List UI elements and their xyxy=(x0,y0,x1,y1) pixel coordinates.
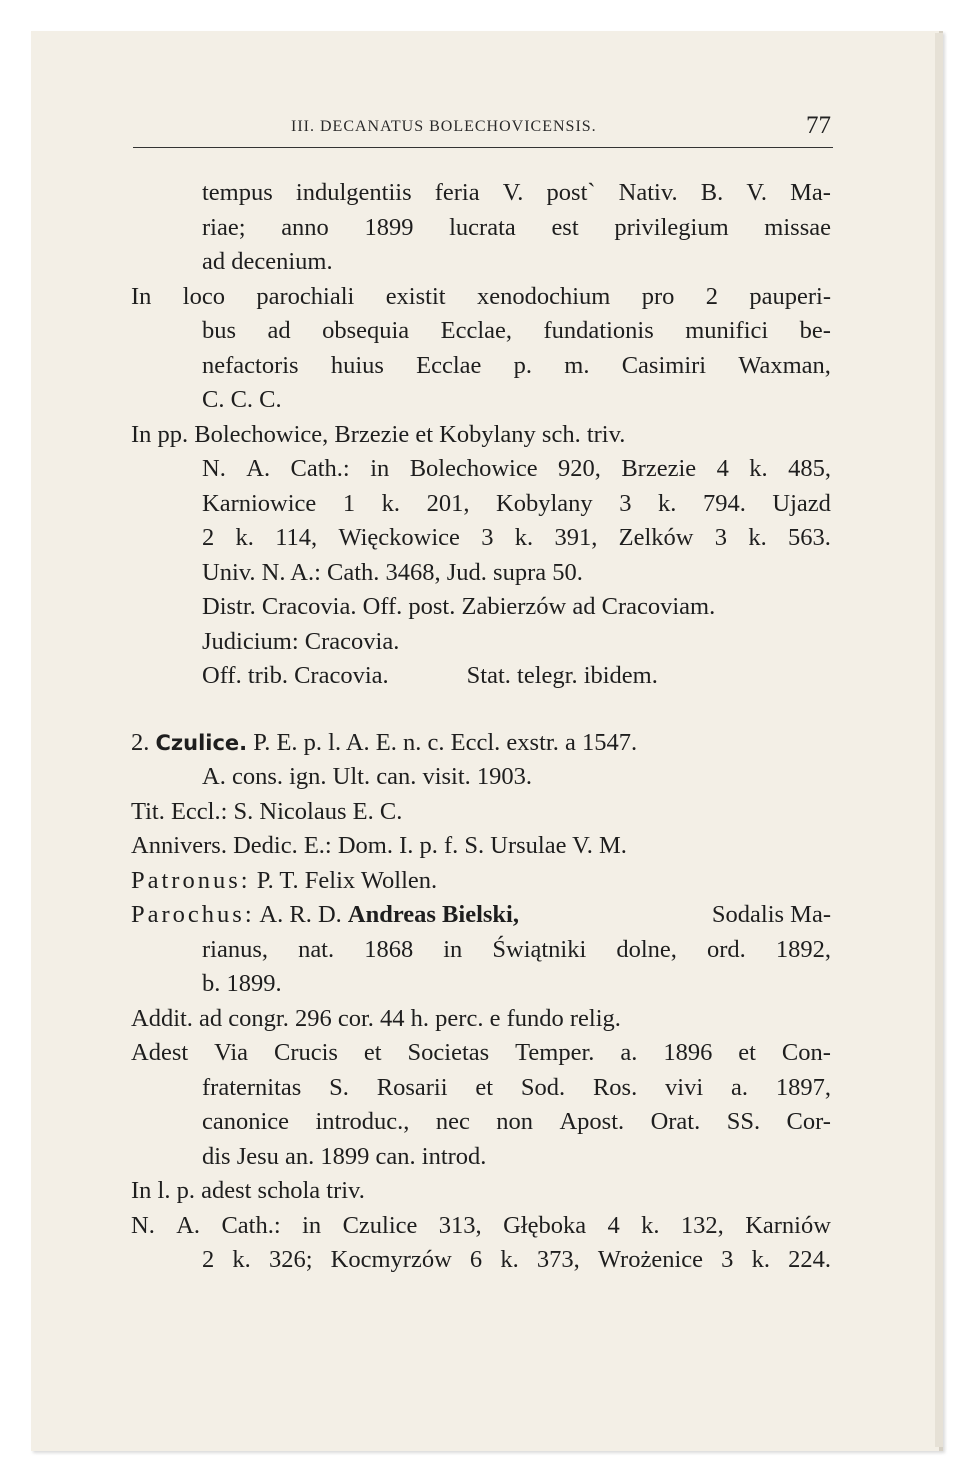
text-line: canonice introduc., nec non Apost. Orat. SS. Cor- xyxy=(202,1108,831,1135)
text-line: In l. p. adest schola triv. xyxy=(131,1177,365,1204)
paragraph-schools xyxy=(131,418,831,694)
parish-info: P. E. p. l. A. E. n. c. Eccl. exstr. a 1547. xyxy=(253,728,638,756)
text-line: In loco parochiali existit xenodochium pro 2 pauperi- xyxy=(131,282,831,310)
text-line: bus ad obsequia Ecclae, fundationis munifici be- xyxy=(202,317,831,344)
text-line: 2 k. 114, Więckowice 3 k. 391, Zelków 3 k. 563. xyxy=(202,524,831,551)
station-telegraph: Stat. telegr. ibidem. xyxy=(466,662,658,689)
paragraph-indulgence xyxy=(131,176,831,280)
text-line: Annivers. Dedic. E.: Dom. I. p. f. S. Ursulae V. M. xyxy=(131,832,627,859)
text-line: rianus, nat. 1868 in Świątniki dolne, ord. 1892, xyxy=(202,935,831,963)
text-line: Tit. Eccl.: S. Nicolaus E. C. xyxy=(131,797,403,825)
text-line xyxy=(131,864,831,899)
text-line: nefactoris huius Ecclae p. m. Casimiri Waxman, xyxy=(202,351,831,379)
patronus-label: Patronus: xyxy=(131,866,251,894)
text-line: N. A. Cath.: in Czulice 313, Głęboka 4 k. 132, Karniów xyxy=(131,1211,831,1239)
parochus-title: A. R. D. xyxy=(259,901,342,928)
patronus-value: P. T. Felix Wollen. xyxy=(256,866,438,894)
text-line: b. 1899. xyxy=(202,970,282,997)
text-line: Karniowice 1 k. 201, Kobylany 3 k. 794. Ujazd xyxy=(202,489,831,517)
page-number: 77 xyxy=(806,112,831,139)
text-line: Distr. Cracovia. Off. post. Zabierzów ad Cracoviam. xyxy=(202,593,716,620)
page-edge xyxy=(935,33,943,1447)
text-line: In pp. Bolechowice, Brzezie et Kobylany sch. triv. xyxy=(131,420,626,448)
text-line: Univ. N. A.: Cath. 3468, Jud. supra 50. xyxy=(202,558,583,586)
text-line: Addit. ad congr. 296 cor. 44 h. perc. e fundo relig. xyxy=(131,1004,621,1032)
text-line: N. A. Cath.: in Bolechowice 920, Brzezie 4 k. 485, xyxy=(202,455,831,482)
page-body xyxy=(131,176,831,1278)
text-line: Judicium: Cracovia. xyxy=(202,627,400,655)
section-gap xyxy=(131,694,831,726)
entry-czulice xyxy=(131,726,831,1278)
text-line xyxy=(202,659,831,694)
parochus-rest: Sodalis Ma- xyxy=(711,901,831,928)
parochus-label: Parochus: xyxy=(131,901,255,928)
office-trib: Off. trib. Cracovia. xyxy=(202,662,389,689)
page-header xyxy=(133,112,833,146)
paragraph-xenodochium xyxy=(131,280,831,418)
text-line: 2 k. 326; Kocmyrzów 6 k. 373, Wrożenice 3 k. 224. xyxy=(202,1246,831,1273)
text-line: A. cons. ign. Ult. can. visit. 1903. xyxy=(202,763,533,790)
text-line xyxy=(131,726,831,761)
text-line xyxy=(131,898,831,933)
parochus-name: Andreas Bielski, xyxy=(347,901,519,928)
running-head: III. DECANATUS BOLECHOVICENSIS. xyxy=(291,118,597,135)
parish-name: Czulice. xyxy=(155,730,248,755)
text-line: fraternitas S. Rosarii et Sod. Ros. vivi a. 1897, xyxy=(202,1073,831,1101)
text-line: Adest Via Crucis et Societas Temper. a. 1896 et Con- xyxy=(131,1039,831,1066)
text-line: tempus indulgentiis feria V. post` Nativ. B. V. Ma- xyxy=(202,179,831,206)
text-line: ad decenium. xyxy=(202,248,333,275)
text-line: dis Jesu an. 1899 can. introd. xyxy=(202,1142,487,1170)
header-rule xyxy=(133,147,833,148)
text-line: riae; anno 1899 lucrata est privilegium missae xyxy=(202,213,831,241)
text-line: C. C. C. xyxy=(202,386,282,413)
entry-number: 2. xyxy=(131,728,150,756)
